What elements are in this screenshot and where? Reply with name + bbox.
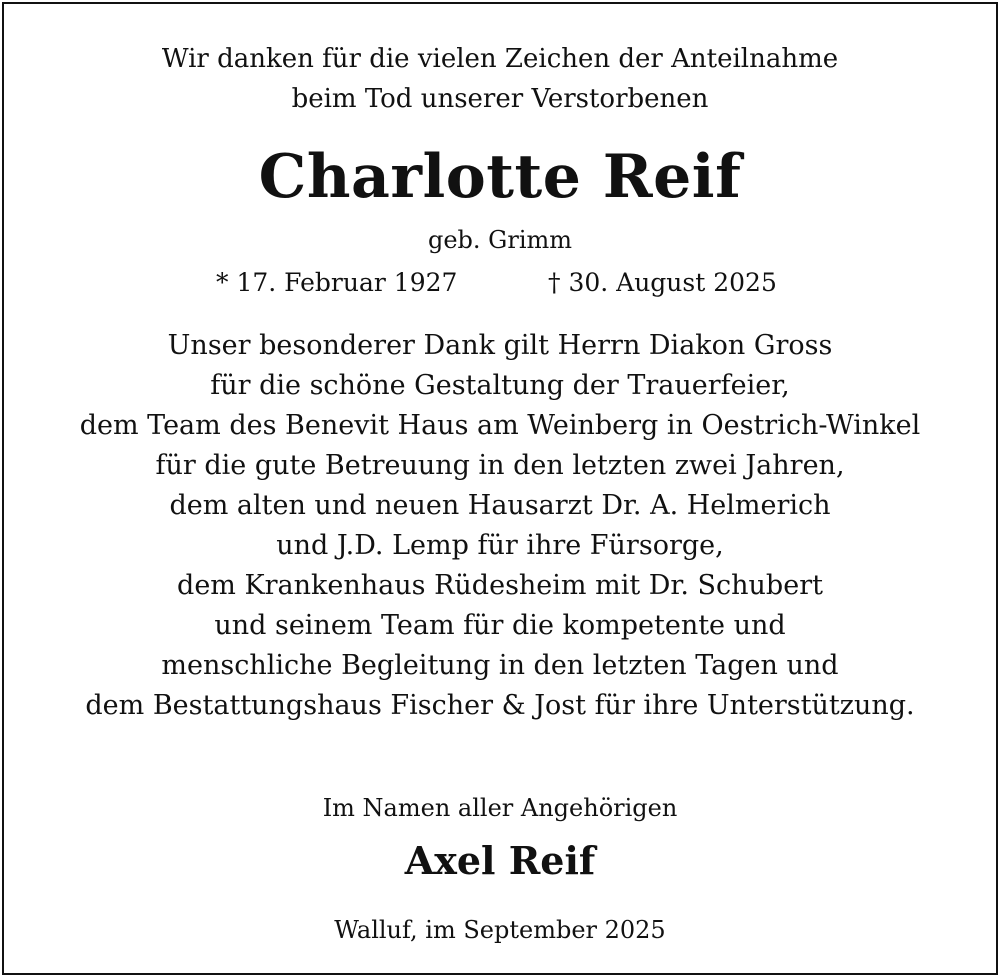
thanks-line: dem Bestattungshaus Fischer & Jost für ihre Unterstützung. [85,690,915,721]
place-date: Walluf, im September 2025 [334,916,666,944]
intro-line: Wir danken für die vielen Zeichen der Anteilnahme [161,44,839,74]
thanks-line: Unser besonderer Dank gilt Herrn Diakon Gross [167,330,833,361]
signature-intro: Im Namen aller Angehörigen [322,794,678,822]
thanks-line: menschliche Begleitung in den letzten Tagen und [161,650,839,681]
thanks-line: dem alten und neuen Hausarzt Dr. A. Helmerich [169,490,831,521]
signer-name: Axel Reif [404,838,596,883]
deceased-name: Charlotte Reif [258,142,742,212]
birth-date: * 17. Februar 1927 [216,268,458,297]
thanks-line: und J.D. Lemp für ihre Fürsorge, [276,530,724,561]
maiden-name: geb. Grimm [427,226,573,254]
obituary-notice [2,2,998,975]
thanks-line: dem Team des Benevit Haus am Weinberg in Oestrich-Winkel [79,410,921,441]
thanks-line: für die gute Betreuung in den letzten zwei Jahren, [155,450,845,481]
intro-line: beim Tod unserer Verstorbenen [291,84,709,114]
thanks-line: dem Krankenhaus Rüdesheim mit Dr. Schubert [177,570,823,601]
death-date: † 30. August 2025 [548,268,777,297]
thanks-line: und seinem Team für die kompetente und [214,610,786,641]
thanks-line: für die schöne Gestaltung der Trauerfeier, [210,370,790,401]
